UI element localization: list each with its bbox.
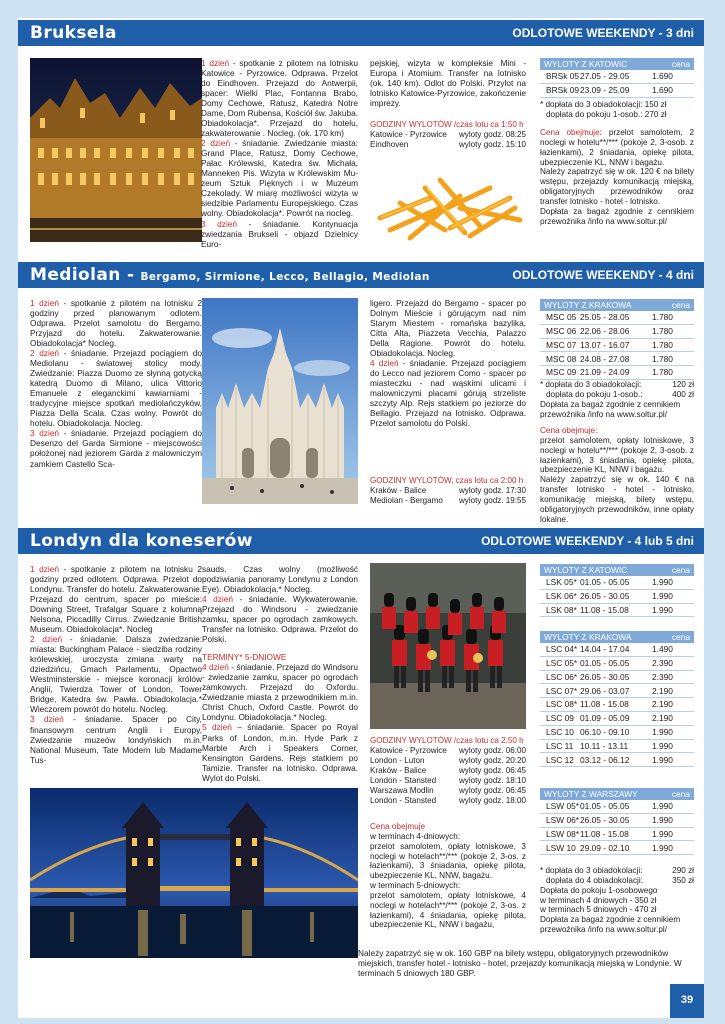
section-header-londyn [18, 528, 704, 554]
flight-times-heading: GODZINY WYLOTÓW, czas lotu ca 2:00 h [370, 476, 524, 485]
flights-table-krakow [540, 299, 694, 380]
table-row: LSC 04* 14.04 - 17.04 1.490 [540, 643, 694, 657]
table-row: LSK 06* 26.05 - 30.05 1.990 [540, 590, 694, 604]
londyn-text-col1 [30, 564, 202, 765]
flight-time-row: Kraków - Balice wyloty godz. 06:45 [370, 766, 526, 776]
flight-time-row: Katowice - Pyrzowice wyloty godz. 06:00 [370, 746, 526, 756]
table-row: BRSk 09 23.09 - 25.09 1.690 [540, 84, 694, 98]
flight-time-row: London - Stansted wyloty godz. 18:10 [370, 776, 526, 786]
table-row: LSC 06* 26.05 - 30.05 2.390 [540, 671, 694, 685]
table-row: MSC 07 13.07 - 16.07 1.780 [540, 339, 694, 353]
paragraph: ligero. Przejazd do Bergamo - spacer po Dolnym Mieście i górującym nad nim Starym Miestem - romańska bazylika, Citta Alta, Piazzeta Vecchia, Palazzo Della Ragione. Powrót do hotelu. Obiadokolacja. Nocleg. [370, 298, 526, 359]
table-row: LSW 05* 01.05 - 05.05 1.990 [540, 800, 694, 814]
section-title: Londyn dla koneserów [30, 531, 253, 551]
day-paragraph: 3 dzień - śniadanie. Kontynuacja zwiedzania Brukseli - objazd Dzielnicy Euro- [201, 218, 358, 249]
section-badge: ODLOTOWE WEEKENDY - 4 dni [512, 268, 694, 282]
section-badge: ODLOTOWE WEEKENDY - 4 lub 5 dni [481, 534, 694, 548]
flight-times-heading: GODZINY WYLOTÓW /czas lotu ca 2:50 h [370, 736, 524, 745]
price-includes: Cena obejmuje: przelot samolotem, 2 noclegi w hotelu**/*** (pokoje 2, 3-osob. z łazienkami), 2 śniadania, opiekę pilota, ubezpieczenie KL, NNW i bagażu. Należy zapatrzyć się w ok. 120 € na bilety wstępu, przejazdy komunikacją miejską, obligatoryjnych przewodników oraz transfer lotnisko - hotel - lotnisko. Dopłata za bagaż zgodnie z cennikiem przewoźnika /info na www.soltur.pl/ [540, 128, 694, 226]
table-header: WYLOTY Z KATOWIC cena [540, 58, 694, 70]
section-badge: ODLOTOWE WEEKENDY - 3 dni [512, 26, 694, 40]
supplements: * dopłata do 3 obiadokolacji: 120 zł dopłata do pokoju 1-osob.: 400 zł Dopłata za bagaż zgodnie z cennikiem przewoźnika /info na www.soltur.pl/ [540, 380, 694, 419]
table-row: LSW 08* 11.08 - 15.08 1.990 [540, 828, 694, 842]
table-row: MSC 06 22.06 - 28.06 1.780 [540, 325, 694, 339]
footer-note: Należy zapatrzyć się w ok. 160 GBP na bilety wstępu, obligatoryjnych przewodników miejskich, transfer hotel - lotnisko - hotel, przejazdy komunikacją miejską w Londynie. W terminach 5 dniowych 180 GBP. [358, 948, 682, 979]
brussels-photo [30, 58, 202, 242]
section-title: Bruksela [30, 23, 117, 43]
day-paragraph: 5 dzień – śniadanie. Spacer po Royal Parks of London, m.in. Hyde Park z Marble Arch i Speakers Corner, Kensington Gardens. Rejs statkiem po Tamizie. Transfer na lotnisko. Odprawa. Wylot do Polski. [202, 722, 358, 783]
section-header-bruksela [18, 20, 704, 46]
flights-table-katowice [540, 564, 694, 617]
day-paragraph: 2 dzień - śniadanie. Przejazd pociągiem do Mediolanu - światowej stolicy mody. Zwiedzanie: Piazza Duomo ze słynną gotycką katedrą Duomo di Milano, ulica Vittorio Emanuele z eleganckimi kawiarniami - tradycyjne miejsce spotkań mediolańczyków, Piazza Della Scala. Czas wolny. Powrót do hotelu. Obiadokolacja. Nocleg. [30, 348, 202, 429]
mediolan-text-col1 [30, 298, 202, 469]
tower-bridge-photo [30, 788, 358, 958]
table-row: LSW 10 29.09 - 02.10 1.990 [540, 841, 694, 855]
table-row: LSC 10 06.10 - 09.10 1.990 [540, 726, 694, 740]
day-paragraph: 4 dzień - śniadanie. Przejazd pociągiem do Lecco nad jeziorem Como - spacer po miasteczku - nad wąskimi ulicami i malowniczymi placami górują strzeliste szczyty Alp. Rejs statkiem po jeziorze do Bellagio. Przejazd na lotnisko. Odprawa. Przelot samolotu do Polski. [370, 358, 526, 429]
supplements: * dopłata do 3 obiadokolacji: 290 zł dopłata do 4 obiadokolacji: 350 zł Dopłata do pokoju 1-osobowego w terminach 4 dniowych - 350 zł w terminach 5 dniowych - 470 zł Dopłata za bagaż zgodnie z cennikiem przewoźnika /info na www.soltur.pl/ [540, 866, 694, 935]
table-row: LSC 11 10.11 - 13.11 1.990 [540, 740, 694, 754]
flights-table-katowice [540, 58, 694, 98]
flight-times [370, 476, 526, 506]
table-row: LSC 12 03.12 - 06.12 1.990 [540, 753, 694, 767]
fries-photo [370, 168, 526, 248]
flight-times [370, 736, 526, 806]
day-paragraph: 3 dzień - śniadanie. Spacer po City, finansowym centrum Anglii i Europy, Zwiedzanie muzeów londyńskich m.in. National Museum, Tate Modern lub Madame Tus- [30, 714, 202, 765]
section-header-mediolan [18, 262, 704, 288]
day-paragraph: 4 dzień - śniadanie. Przejazd do Windsoru - zwiedzanie zamku, spacer po ogrodach zamkowych. Przejazd do Oxfordu. Zwiedzanie miasta z przewodnikiem m.in. Christ Chuch, Oxford Castle. Powrót do Londynu. Obiadokolacja.* Nocleg. [202, 662, 358, 723]
flight-time-row: London - Stansted wyloty godz. 18:00 [370, 796, 526, 806]
table-row: MSC 09 21.09 - 24.09 1.780 [540, 366, 694, 380]
table-row: MSC 05 25.05 - 28.05 1.780 [540, 311, 694, 325]
flight-time-row: Mediolan - Bergamo wyloty godz. 19:55 [370, 496, 526, 506]
bruksela-text-col1 [201, 58, 358, 249]
section-title: Mediolan - Bergamo, Sirmione, Lecco, Bellagio, Mediolan [30, 265, 430, 285]
table-header: WYLOTY Z WARSZAWY cena [540, 788, 694, 800]
price-includes: Cena obejmuje: przelot samolotem, opłaty lotniskowe, 3 noclegi w hotelu**/*** (pokoje 2, 3-osob. z łazienkami), 3 śniadania, opiekę pilota, ubezpieczenie KL, NNW i bagażu. Należy zapatrzyć się w ok. 140 € na transfer lotnisko - hotel - lotnisko, komunikację miejską, bilety wstępu, obligatoryjnych przewodników, inne opłaty lokalne. [540, 426, 694, 524]
page-number: 39 [670, 984, 704, 1018]
milan-duomo-photo [202, 298, 358, 504]
day-paragraph: 2 dzień - śniadanie. Dalsza zwiedzanie: miasta: Buckingham Palace - siedziba rodziny królewskiej, uroczysta zmiana warty na dziedzińcu, Gmach Parlamentu, Opactwo Westminsterskie - miejsce koronacji królów Anglii, Twierdza Tower of London, Tower Bridge, Katedra św. Pawła. Obiadokolacja.* Wieczorem powrót do hotelu. Nocleg. [30, 634, 202, 715]
flight-time-row: London - Luton wyloty godz. 20:20 [370, 756, 526, 766]
londyn-text-col2 [202, 564, 358, 783]
five-day-heading: TERMINY* 5-DNIOWE [202, 652, 287, 663]
day-paragraph: 1 dzień - spotkanie z pilotem na lotnisku 2 godziny przed odlotem. Odprawa. Przelot do Londynu. Transfer do hotelu. Zakwaterowanie. Przejazd do centrum, spacer po mieście: Downing Street, Trafalgar Square z kolumną Nelsona, Piccadilly Cirrus. Zwiedzanie British Museum. Obiadokolacja*. Nocleg [30, 564, 202, 635]
table-row: LSK 05* 01.05 - 05.05 1.990 [540, 576, 694, 590]
brochure-page [18, 18, 704, 1018]
day-paragraph: 1 dzień - spotkanie z pilotem na lotnisku 2 godziny przed planowanym odlotem. Odprawa. Przelot samolotu do Bergamo. Przyjazd do hotelu. Zakwaterowanie. Obiadokolacja* Nocleg. [30, 298, 202, 349]
flights-table-warszawa [540, 788, 694, 855]
price-includes: Cena obejmuje w terminach 4-dniowych: przelot samolotem, opłaty lotniskowe, 3 noclegi w hotelach**/*** (pokoje 2, 3-os. z łazienkami), 3 śniadania, opiekę pilota, ubezpieczenie KL, NNW, bagażu. w terminach 5-dniowych: przelot samolotem, opłaty lotniskowe, 4 noclegi w hotelach**/*** (pokoje 2, 3-os. z łazienkami), 4 śniadania, opiekę pilota, ubezpieczenie KL, NNW i bagażu, [370, 822, 526, 930]
table-row: LSC 08* 11.08 - 15.08 2.190 [540, 698, 694, 712]
flight-time-row: Warszawa Modlin wyloty godz. 06:45 [370, 786, 526, 796]
table-row: BRSk 05 27.05 - 29.05 1.690 [540, 70, 694, 84]
table-row: LSW 06* 26.05 - 30.05 1.990 [540, 814, 694, 828]
table-row: MSC 08 24.08 - 27.08 1.780 [540, 352, 694, 366]
day-paragraph: 3 dzień - śniadanie. Przejazd pociągiem do Desenzo del Garda Sirmione - miejscowości położonej nad jeziorem Garda z malowniczym zamkiem Castello Sca- [30, 428, 202, 469]
table-header: WYLOTY Z KRAKOWA cena [540, 631, 694, 643]
table-row: LSC 07* 29.06 - 03.07 2.190 [540, 684, 694, 698]
flight-time-row: Eindhoven wyloty godz. 15:10 [370, 140, 526, 150]
day-paragraph: 2 dzień - śniadanie. Zwiedzanie miasta: Grand Place, Ratusz, Domy Cechowe, Pałac Królewski, Katedra św. Michała, Manneken Pis. Wizyta w Królewskim Mu-zeum Sztuk Pięknych i w Muzeum Czekolady. W miarę możliwości wizyta w siedzibie Parlamentu Europejskiego. Czas wolny. Obiadokolacja*. Powrót na nocleg. [201, 138, 358, 219]
table-row: LSC 09 01.09 - 05.09 2.190 [540, 712, 694, 726]
flight-times [370, 120, 526, 150]
paragraph: sauds. Czas wolny (możliwość podziwiania panoramy Londynu z London Eye). Obiadokolacja.* Nocleg. [202, 564, 358, 595]
flight-time-row: Katowice - Pyrzowice wyloty godz. 08:25 [370, 130, 526, 140]
bruksela-text-col2 [370, 58, 526, 108]
day-paragraph: 1 dzień - spotkanie z pilotem na lotnisku Katowice - Pyrzowice. Odprawa. Przelot do Eindhoven. Przejazd do Antwerpii, spacer: Wielki Plac, Fontanna Brabo, Domy Cechowe, Ratusz, Katedra Notre Dame, Dom Rubensa, Kościół św. Jakuba. Obiadokolacja*. Przejazd do hotelu, zakwaterowanie . Nocleg. (ok. 170 km) [201, 58, 358, 139]
table-row: LSK 08* 11.08 - 15.08 1.990 [540, 604, 694, 618]
flight-time-row: Kraków - Balice wyloty godz. 17:30 [370, 486, 526, 496]
paragraph: pejskiej, wizyta w kompleksie Mini - Europa i Atomium. Transfer na lotnisko (ok. 140 km). Odlot do Polski. Przylot na lotnisko Katowice-Pyrzowice, zakończenie imprezy. [370, 58, 526, 109]
table-header: WYLOTY Z KATOWIC cena [540, 564, 694, 576]
royal-guards-photo [370, 563, 526, 729]
table-header: WYLOTY Z KRAKOWA cena [540, 299, 694, 311]
flights-table-krakow [540, 631, 694, 767]
day-paragraph: 4 dzień - śniadanie. Wykwaterowanie. Przejazd do Windsoru - zwiedzanie zamku, spacer po ogrodach zamkowych. Transfer na lotnisko. Odprawa. Przelot do Polski. [202, 594, 358, 645]
mediolan-text-col2 [370, 298, 526, 428]
flight-times-heading: GODZINY WYLOTÓW /czas lotu ca 1:50 h [370, 120, 524, 129]
table-row: LSC 05* 01.05 - 05.05 2.390 [540, 657, 694, 671]
supplements: * dopłata do 3 obiadokolacji: 150 zł dopłata do pokoju 1-osob.: 270 zł [540, 100, 667, 119]
